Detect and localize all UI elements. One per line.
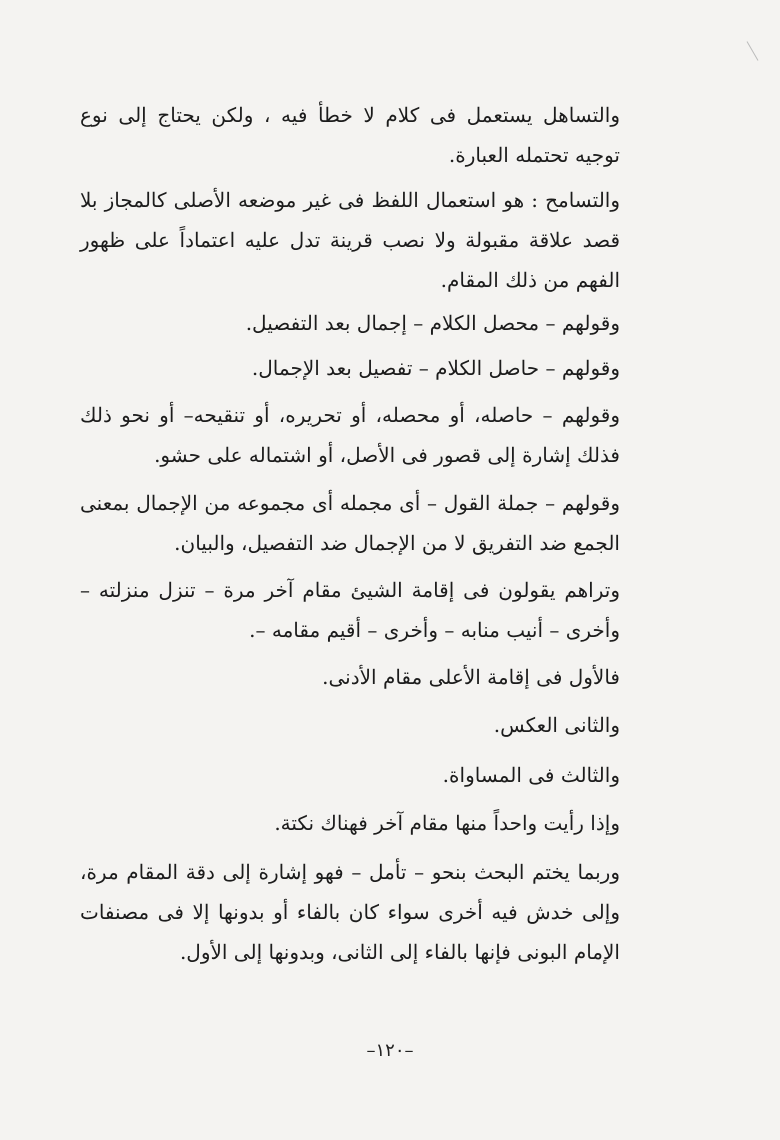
paragraph-8: فالأول فى إقامة الأعلى مقام الأدنى. bbox=[322, 665, 620, 689]
paragraph-6: وقولهم – جملة القول – أى مجمله أى مجموعه من الإجمال بمعنى الجمع ضد التفريق لا من الإجمال ضد التفصيل، والبيان. bbox=[80, 491, 620, 555]
paragraph-2: والتسامح : هو استعمال اللفظ فى غير موضعه الأصلى كالمجاز بلا قصد علاقة مقبولة ولا نصب قرينة تدل عليه اعتماداً على ظهور الفهم من ذلك المقام. bbox=[80, 188, 620, 292]
paragraph-1: والتساهل يستعمل فى كلام لا خطأ فيه ، ولكن يحتاج إلى نوع توجيه تحتمله العبارة. bbox=[80, 103, 620, 167]
paragraph-4: وقولهم – حاصل الكلام – تفصيل بعد الإجمال. bbox=[251, 356, 620, 380]
paragraph-5: وقولهم – حاصله، أو محصله، أو تحريره، أو تنقيحه– أو نحو ذلك فذلك إشارة إلى قصور فى الأصل، أو اشتماله على حشو. bbox=[80, 403, 620, 467]
page-number: –١٢٠– bbox=[366, 1040, 414, 1061]
paragraph-12: وربما يختم البحث بنحو – تأمل – فهو إشارة إلى دقة المقام مرة، وإلى خدش فيه أخرى سواء كان بالفاء أو بدونها إلا فى مصنفات الإمام البونى فإنها بالفاء إلى الثانى، وبدونها إلى الأول. bbox=[80, 860, 620, 964]
paragraph-9: والثانى العكس. bbox=[493, 713, 620, 737]
scan-artifact bbox=[747, 41, 759, 61]
paragraph-10: والثالث فى المساواة. bbox=[442, 763, 620, 787]
paragraph-11: وإذا رأيت واحداً منها مقام آخر فهناك نكتة. bbox=[274, 811, 620, 835]
paragraph-3: وقولهم – محصل الكلام – إجمال بعد التفصيل. bbox=[245, 311, 620, 335]
paragraph-7: وتراهم يقولون فى إقامة الشيئ مقام آخر مرة – تنزل منزلته – وأخرى – أنيب منابه – وأخرى – أقيم مقامه –. bbox=[80, 578, 620, 642]
